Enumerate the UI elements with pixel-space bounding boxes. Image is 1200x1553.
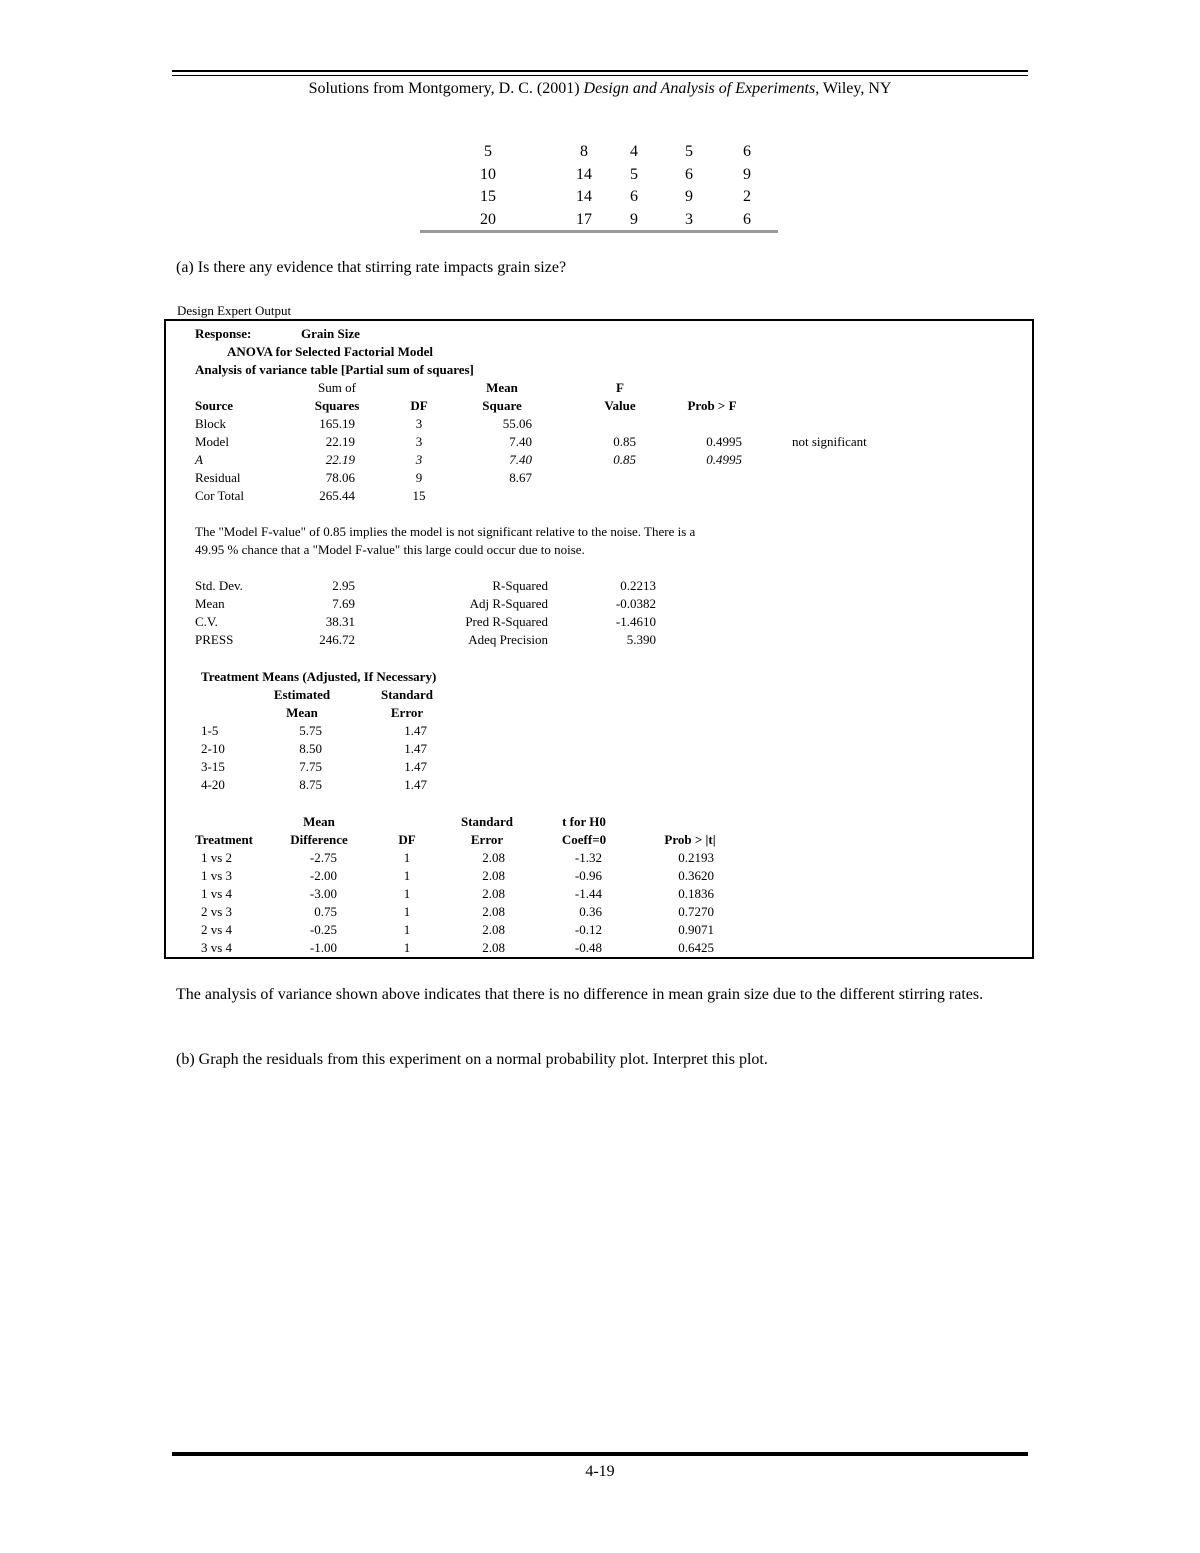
anova-header-f: F [616, 380, 624, 395]
anova-subtitle: Analysis of variance table [Partial sum of squares] [195, 362, 474, 377]
data-table-cell: 8 [580, 143, 588, 160]
comp-std-error: 2.08 [482, 904, 505, 919]
anova-title: ANOVA for Selected Factorial Model [227, 344, 434, 359]
means-title: Treatment Means (Adjusted, If Necessary) [201, 669, 437, 684]
header-rule-thin [172, 75, 1028, 76]
anova-p: 0.4995 [706, 452, 742, 467]
comp-t-value: 0.36 [579, 904, 602, 919]
note-line-1: The "Model F-value" of 0.85 implies the model is not significant relative to the noise. There is a [195, 524, 696, 539]
anova-col-source: Source [195, 398, 234, 413]
comp-col-prob: Prob > |t| [664, 832, 716, 847]
data-table-cell: 4 [630, 143, 638, 160]
anova-col-prob: Prob > F [687, 398, 737, 413]
comp-col-treatment: Treatment [195, 832, 253, 847]
conclusion-paragraph: The analysis of variance shown above indicates that there is no difference in mean grain size due to the different stirring rates. [176, 986, 984, 1003]
comp-treatment: 1 vs 3 [201, 868, 233, 883]
data-table-cell: 10 [480, 165, 496, 183]
comp-df: 1 [403, 922, 411, 937]
fit-label-right: Adj R-Squared [469, 596, 548, 611]
anova-source: Cor Total [195, 488, 245, 503]
means-estimate: 5.75 [299, 723, 322, 738]
anova-df: 3 [415, 416, 423, 431]
means-estimate: 7.75 [299, 759, 322, 774]
data-table-row [420, 166, 778, 189]
data-table-row [420, 188, 778, 211]
means-std-error: 1.47 [404, 723, 427, 738]
header-book-title: Design and Analysis of Experiments [583, 80, 816, 97]
comp-treatment: 2 vs 4 [201, 922, 233, 937]
comp-treatment: 2 vs 3 [201, 904, 233, 919]
anova-col-value: Value [604, 398, 636, 413]
comp-prob: 0.9071 [678, 922, 714, 937]
fit-label: Std. Dev. [195, 578, 243, 593]
fit-value-right: 0.2213 [620, 578, 656, 593]
page-number: 4-19 [585, 1463, 615, 1480]
data-table-cell: 9 [743, 165, 751, 183]
anova-ms: 55.06 [502, 416, 532, 431]
data-table-cell: 14 [576, 165, 592, 183]
anova-p: 0.4995 [706, 434, 742, 449]
data-table-cell: 3 [685, 210, 693, 228]
fit-label: Mean [195, 596, 225, 611]
comp-difference: -2.00 [309, 868, 337, 883]
data-table-cell: 9 [685, 188, 693, 205]
anova-header-mean: Mean [486, 380, 518, 395]
comp-std-error: 2.08 [482, 940, 505, 955]
comp-treatment: 1 vs 2 [201, 850, 233, 865]
anova-ss: 165.19 [319, 416, 355, 431]
comp-std-error: 2.08 [482, 922, 505, 937]
design-expert-output [164, 319, 1034, 959]
data-table-cell: 2 [743, 188, 751, 205]
data-table-cell: 5 [685, 143, 693, 160]
anova-df: 15 [412, 488, 426, 503]
fit-label-right: R-Squared [492, 578, 548, 593]
fit-value-right: -0.0382 [615, 596, 656, 611]
data-table-cell: 20 [480, 210, 496, 228]
anova-source: Block [195, 416, 227, 431]
anova-ms: 7.40 [509, 452, 532, 467]
means-treatment: 3-15 [201, 759, 225, 774]
comp-df: 1 [403, 904, 411, 919]
anova-ss: 22.19 [325, 434, 355, 449]
comp-col-error: Error [470, 832, 504, 847]
data-table-cell: 6 [685, 165, 693, 183]
means-estimate: 8.50 [299, 741, 322, 756]
comp-header-t-for-h0: t for H0 [562, 814, 606, 829]
comp-header-standard: Standard [460, 814, 514, 829]
fit-value: 38.31 [325, 614, 355, 629]
fit-value: 246.72 [319, 632, 355, 647]
fit-label-right: Adeq Precision [468, 632, 548, 647]
comp-col-df: DF [398, 832, 416, 847]
comp-t-value: -0.12 [574, 922, 602, 937]
comp-prob: 0.3620 [678, 868, 714, 883]
fit-value: 2.95 [332, 578, 355, 593]
response-label: Response: [195, 326, 252, 341]
means-std-error: 1.47 [404, 741, 427, 756]
output-label: Design Expert Output [177, 303, 292, 318]
means-treatment: 2-10 [201, 741, 225, 756]
footer-rule [172, 1452, 1028, 1456]
means-std-error: 1.47 [404, 777, 427, 792]
header-suffix: , Wiley, NY [815, 80, 892, 97]
anova-source: Model [195, 434, 229, 449]
data-table-cell: 6 [630, 188, 638, 205]
means-header-error: Error [390, 705, 424, 720]
comp-difference: 0.75 [314, 904, 337, 919]
anova-source: A [195, 452, 203, 467]
comp-df: 1 [403, 868, 411, 883]
data-table-rule [420, 230, 778, 233]
comp-prob: 0.6425 [678, 940, 714, 955]
question-a: (a) Is there any evidence that stirring rate impacts grain size? [176, 259, 567, 276]
anova-df: 3 [415, 452, 423, 467]
comp-col-difference: Difference [290, 832, 348, 847]
question-b: (b) Graph the residuals from this experiment on a normal probability plot. Interpret this plot. [176, 1051, 768, 1068]
comp-t-value: -0.48 [574, 940, 602, 955]
running-header [0, 80, 1200, 98]
comp-df: 1 [403, 850, 411, 865]
anova-col-squares: Squares [314, 398, 360, 413]
data-table-cell: 14 [576, 188, 592, 205]
means-std-error: 1.47 [404, 759, 427, 774]
note-line-2: 49.95 % chance that a "Model F-value" this large could occur due to noise. [195, 542, 585, 557]
comp-prob: 0.7270 [678, 904, 714, 919]
anova-df: 3 [415, 434, 423, 449]
anova-f: 0.85 [613, 434, 636, 449]
comp-difference: -2.75 [309, 850, 337, 865]
comp-df: 1 [403, 886, 411, 901]
comp-prob: 0.1836 [678, 886, 714, 901]
data-table-cell: 6 [743, 210, 751, 228]
comp-treatment: 3 vs 4 [201, 940, 233, 955]
data-table-cell: 5 [484, 143, 492, 160]
data-table-cell: 17 [576, 210, 592, 228]
anova-ms: 8.67 [509, 470, 532, 485]
comp-t-value: -1.32 [574, 850, 602, 865]
comp-t-value: -1.44 [574, 886, 602, 901]
means-header-mean: Mean [286, 705, 318, 720]
comp-df: 1 [403, 940, 411, 955]
data-table [420, 143, 778, 233]
comp-difference: -3.00 [309, 886, 337, 901]
comp-col-coeff: Coeff=0 [561, 832, 607, 847]
comp-std-error: 2.08 [482, 850, 505, 865]
means-header-standard: Standard [380, 687, 434, 702]
comp-treatment: 1 vs 4 [201, 886, 233, 901]
anova-ss: 22.19 [325, 452, 355, 467]
comp-std-error: 2.08 [482, 868, 505, 883]
header-rule-thick [172, 70, 1028, 72]
data-table-cell: 6 [743, 143, 751, 160]
comp-prob: 0.2193 [678, 850, 714, 865]
comp-std-error: 2.08 [482, 886, 505, 901]
means-treatment: 1-5 [201, 723, 219, 738]
data-table-cell: 9 [630, 210, 638, 228]
response-value: Grain Size [301, 326, 360, 341]
anova-col-square: Square [482, 398, 522, 413]
anova-header-sum-of: Sum of [318, 380, 356, 395]
data-table-cell: 15 [480, 188, 496, 205]
comp-t-value: -0.96 [574, 868, 602, 883]
header-prefix: Solutions from Montgomery, D. C. (2001) [308, 80, 584, 97]
anova-col-df: DF [410, 398, 428, 413]
anova-ss: 78.06 [325, 470, 355, 485]
fit-value-right: 5.390 [626, 632, 656, 647]
comp-difference: -1.00 [309, 940, 337, 955]
comp-header-mean: Mean [303, 814, 335, 829]
anova-ss: 265.44 [319, 488, 355, 503]
fit-value-right: -1.4610 [615, 614, 656, 629]
means-header-estimated: Estimated [273, 687, 331, 702]
anova-source: Residual [195, 470, 241, 485]
anova-df: 9 [415, 470, 423, 485]
anova-ms: 7.40 [509, 434, 532, 449]
fit-value: 7.69 [332, 596, 355, 611]
means-estimate: 8.75 [299, 777, 322, 792]
data-table-row [420, 143, 778, 166]
data-table-cell: 5 [630, 165, 638, 183]
anova-note: not significant [792, 434, 867, 449]
fit-label: PRESS [195, 632, 234, 647]
anova-f: 0.85 [613, 452, 636, 467]
fit-label-right: Pred R-Squared [465, 614, 548, 629]
comp-difference: -0.25 [309, 922, 337, 937]
fit-label: C.V. [195, 614, 218, 629]
means-treatment: 4-20 [201, 777, 225, 792]
